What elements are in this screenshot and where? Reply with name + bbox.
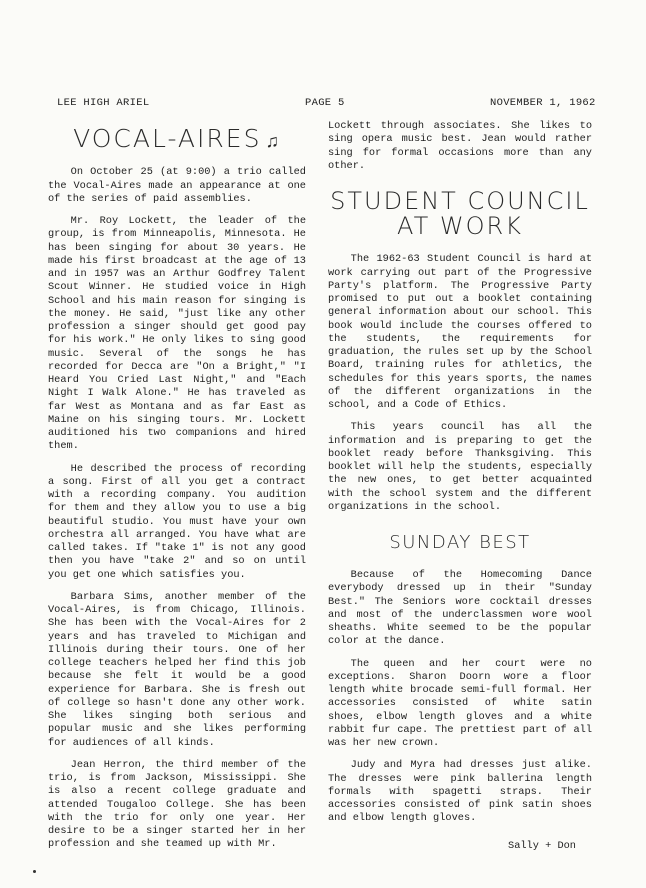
- left-column: [48, 122, 306, 861]
- page-number: PAGE 5: [305, 97, 345, 109]
- music-notes-icon: ♫: [265, 131, 281, 152]
- scan-speck: [33, 870, 36, 873]
- vocal-aires-headline-text: VOCAL-AIRES: [73, 124, 262, 153]
- vocal-aires-headline: [48, 126, 306, 152]
- article-byline: Sally + Don: [508, 839, 576, 852]
- sunday-best-paragraph: The queen and her court were no exceptions. Sharon Doorn wore a floor length white brocade semi-full formal. Her accessories consisted of white satin shoes, elbow length gloves and a white rabbit fur cape. The prettiest part of all was her new crown.: [328, 657, 592, 750]
- vocal-aires-paragraph: On October 25 (at 9:00) a trio called the Vocal-Aires made an appearance at one of the series of paid assemblies.: [48, 166, 306, 205]
- student-council-paragraph: This years council has all the information and is preparing to get the booklet ready before Thanksgiving. This booklet will help the students, especially the new ones, to get better acquainted with the school system and the different organizations in the school.: [328, 421, 592, 513]
- issue-date: NOVEMBER 1, 1962: [490, 97, 596, 109]
- vocal-aires-paragraph: Barbara Sims, another member of the Vocal-Aires, is from Chicago, Illinois. She has been with the Vocal-Aires for 2 years and has traveled to Michigan and Illinois during their tours. One of her college teachers helped her find this job because she felt it would be a good experience for Barbara. She is fresh out of college so hasn't done any other work. She likes singing both serious and popular music and she likes performing for audiences of all kinds.: [48, 590, 306, 749]
- publication-name: LEE HIGH ARIEL: [57, 97, 150, 109]
- sunday-best-paragraph: Judy and Myra had dresses just alike. The dresses were pink ballerina length formals with spagetti straps. Their accessories consisted of pink satin shoes and elbow length gloves.: [328, 759, 592, 825]
- right-column: [328, 120, 592, 853]
- sunday-best-paragraph: Because of the Homecoming Dance everybody dressed up in their "Sunday Best." The Seniors wore cocktail dresses and most of the underclassmen wore wool sheaths. White seemed to be the popular color at the dance.: [328, 569, 592, 648]
- vocal-aires-paragraph: Jean Herron, the third member of the trio, is from Jackson, Mississippi. She is also a recent college graduate and attended Tougaloo College. She has been with the trio for only one year. Her desire to be a singer started her in her profession and she teamed up with Mr.: [48, 758, 306, 851]
- vocal-aires-paragraph: Mr. Roy Lockett, the leader of the group, is from Minneapolis, Minnesota. He has been singing for about 30 years. He made his first broadcast at the age of 13 and in 1957 was an Arthur Godfrey Talent Scout Winner. He studied voice in High School and his main reason for singing is the money. He said, "just like any other profession a singer should get good pay for his work." He only likes to sing good music. Several of the songs he has recorded for Decca are "On a Bright," "I Heard You Cried Last Night," and "Each Night I Walk Alone." He has traveled as far West as Montana and as far East as Maine on his singing tours. Mr. Lockett auditioned his two companions and hired them.: [48, 215, 306, 453]
- student-council-paragraph: The 1962-63 Student Council is hard at work carrying out part of the Progressive Party's platform. The Progressive Party promised to put out a booklet containing general information about our school. This book would include the courses offered to the students, the requirements for graduation, the rules set up by the School Board, training rules for athletics, the schedules for this years sports, the names of the different organizations in the school, and a Code of Ethics.: [328, 253, 592, 412]
- student-council-headline: STUDENT COUNCIL AT WORK: [330, 187, 590, 241]
- vocal-aires-paragraph: He described the process of recording a song. First of all you get a contract with a recording company. You audition for them and they allow you to use a big beautiful studio. You must have your own orchestra all arranged. You have what are called takes. If "take 1" is not any good then you have "take 2" and so on until you get one which satisfies you.: [48, 462, 306, 581]
- vocal-aires-continuation: Lockett through associates. She likes to sing opera music best. Jean would rather sing for formal occasions more than any other.: [328, 120, 592, 172]
- sunday-best-headline: SUNDAY BEST: [389, 532, 531, 554]
